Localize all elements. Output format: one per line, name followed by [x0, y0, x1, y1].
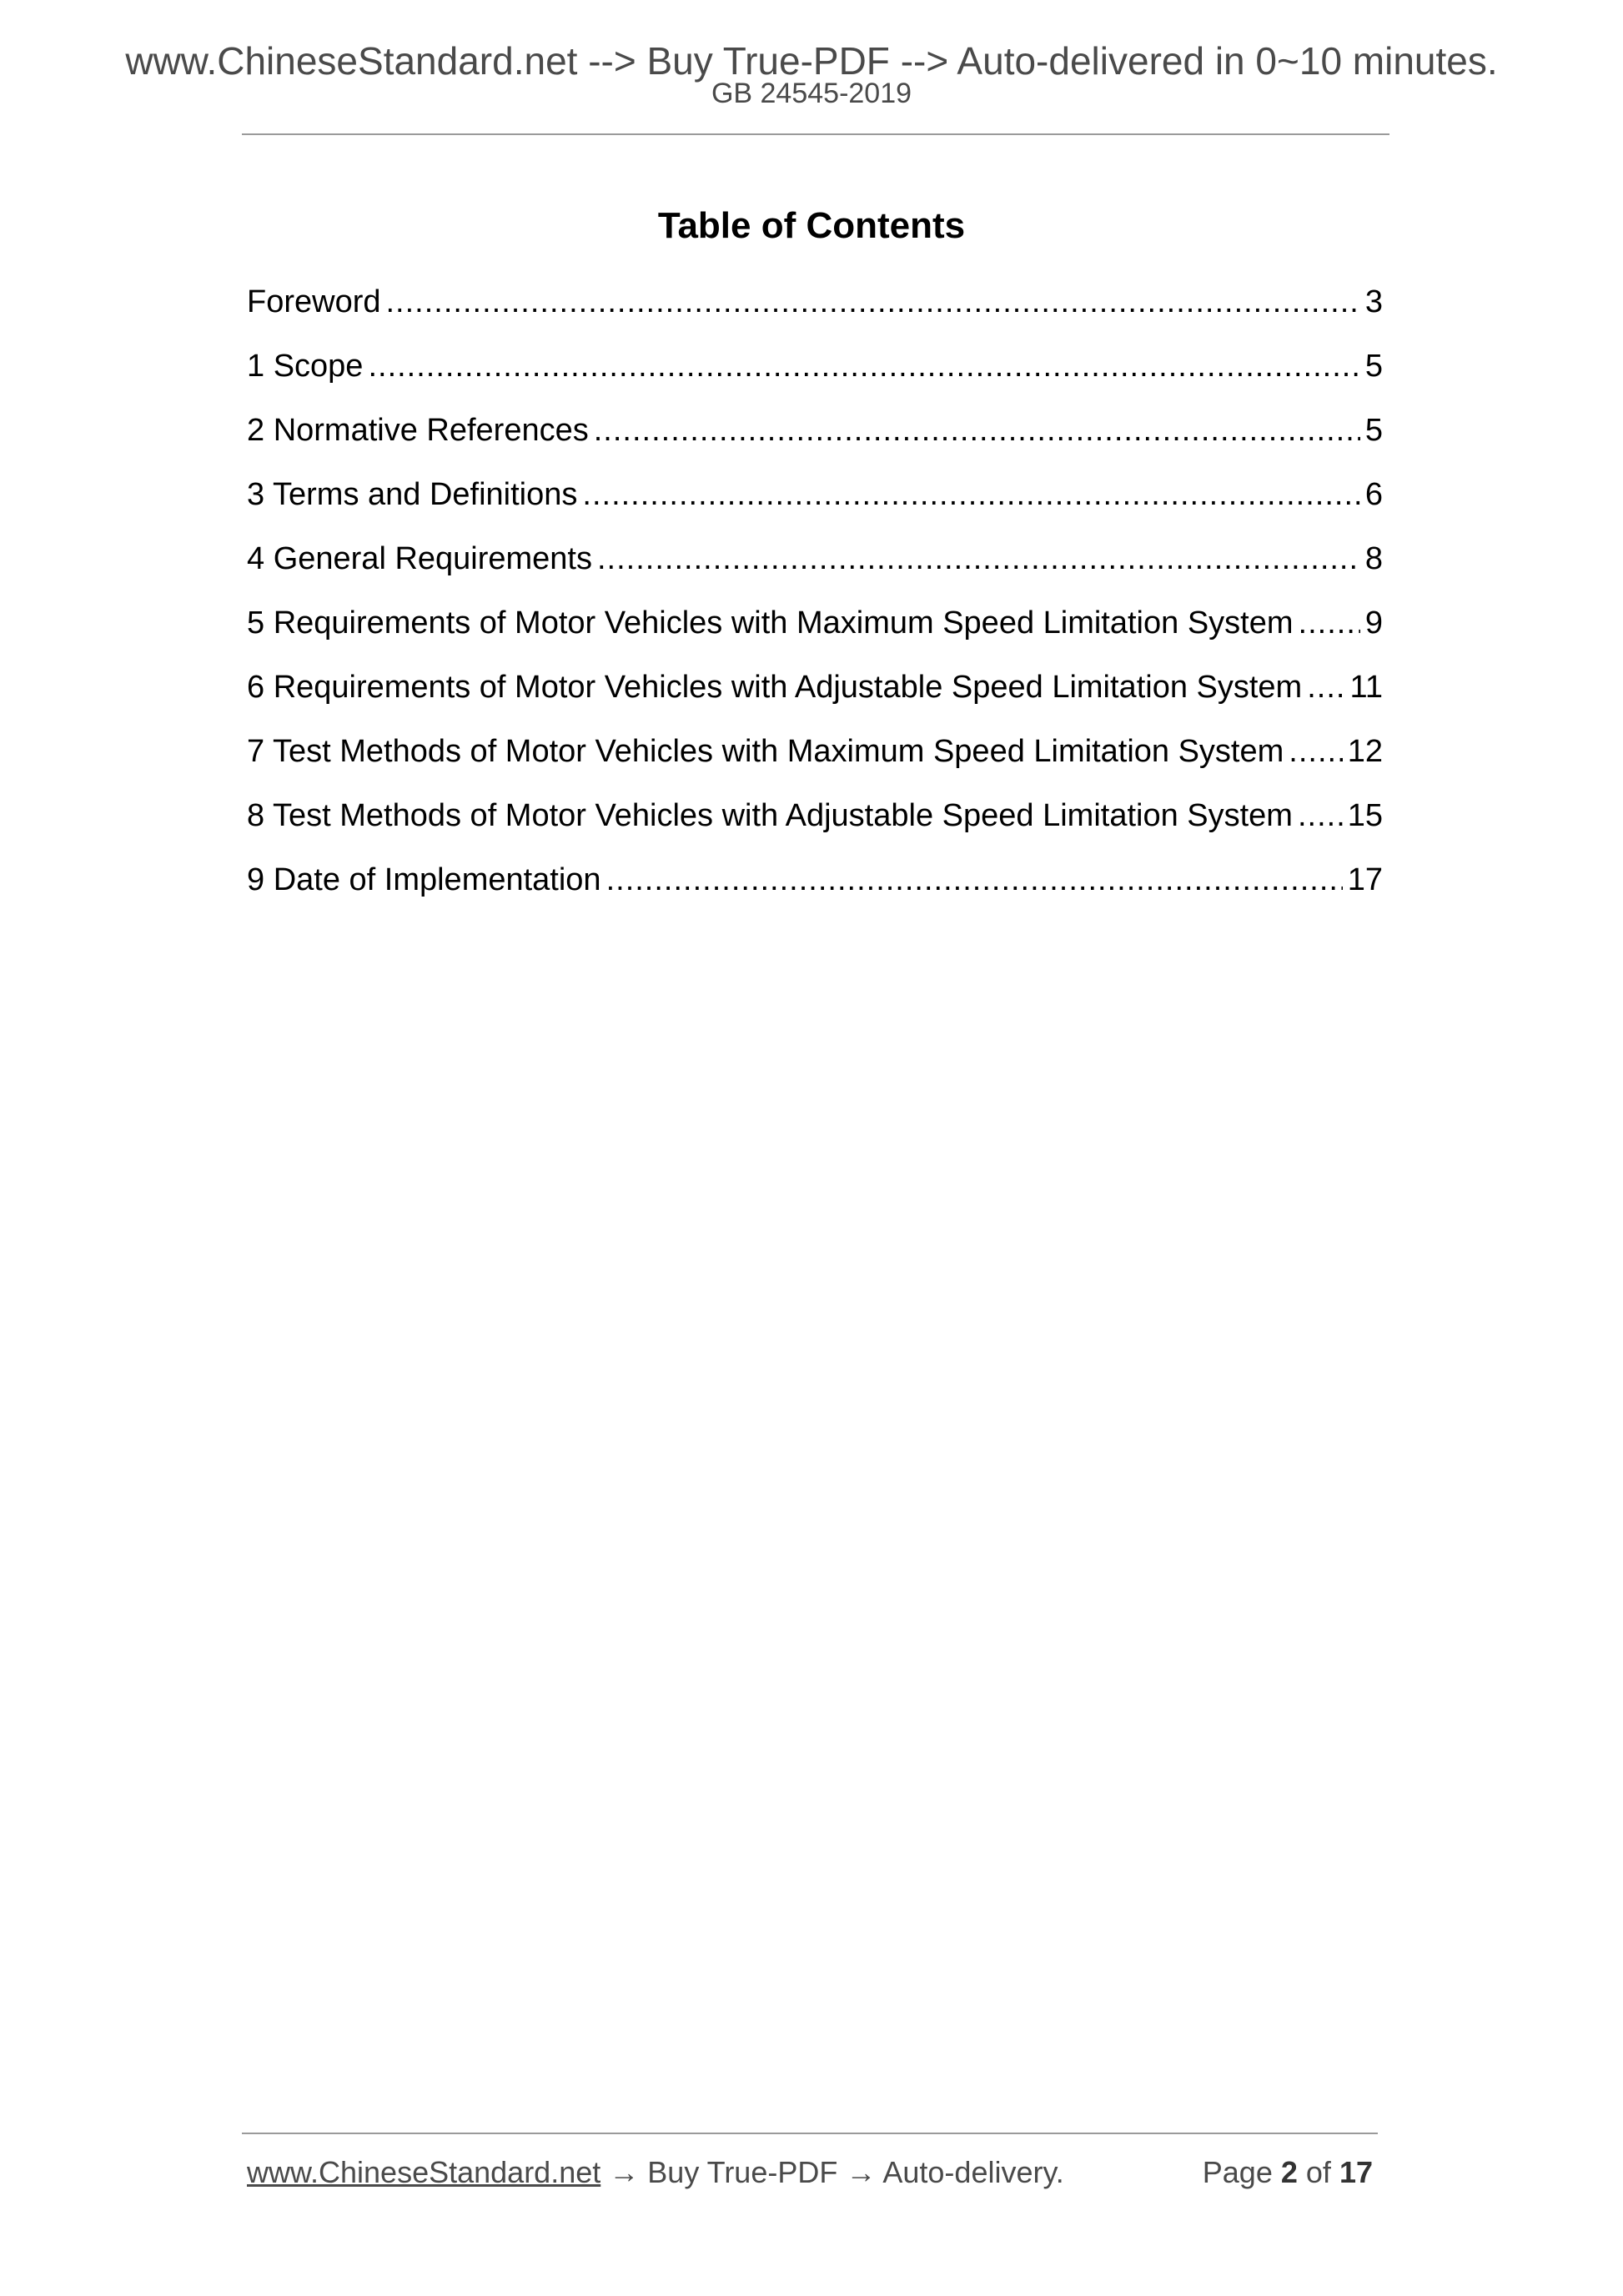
toc-entry-label: 3 Terms and Definitions	[247, 477, 578, 512]
page-number	[1203, 2154, 1373, 2191]
footer-website-link[interactable]: www.ChineseStandard.net	[247, 2155, 601, 2189]
toc-entry-foreword[interactable]	[247, 281, 1383, 345]
toc-entry-page: 3	[1364, 284, 1383, 319]
toc-entry-label: 4 General Requirements	[247, 541, 592, 576]
toc-entry-test-methods-adjustable-speed[interactable]	[247, 795, 1383, 859]
toc-entry-normative-references[interactable]	[247, 409, 1383, 474]
document-code: GB 24545-2019	[711, 78, 912, 109]
toc-entry-label: 9 Date of Implementation	[247, 862, 601, 897]
page-total: 17	[1339, 2155, 1373, 2189]
toc-dot-leader	[597, 538, 1360, 580]
toc-entry-scope[interactable]	[247, 345, 1383, 409]
toc-entry-label: 2 Normative References	[247, 413, 589, 448]
arrow-right-icon: →	[609, 2155, 640, 2189]
toc-dot-leader	[1298, 795, 1343, 837]
toc-entry-date-of-implementation[interactable]	[247, 859, 1383, 923]
toc-dot-leader	[368, 345, 1359, 387]
toc-title: Table of Contents	[657, 205, 966, 246]
header-divider	[242, 133, 1389, 135]
toc-entry-page: 5	[1364, 413, 1383, 448]
toc-entry-page: 12	[1347, 734, 1383, 769]
toc-entry-page: 8	[1364, 541, 1383, 576]
toc-entry-label: Foreword	[247, 284, 381, 319]
toc-entry-test-methods-maximum-speed[interactable]	[247, 731, 1383, 795]
toc-dot-leader	[582, 474, 1359, 515]
toc-dot-leader	[386, 281, 1360, 323]
toc-entry-label: 6 Requirements of Motor Vehicles with Adjustable Speed Limitation System	[247, 670, 1303, 705]
toc-entry-terms-and-definitions[interactable]	[247, 474, 1383, 538]
toc-entry-page: 15	[1347, 798, 1383, 833]
toc-entry-requirements-adjustable-speed[interactable]	[247, 666, 1383, 731]
toc-dot-leader	[1289, 731, 1342, 772]
footer-promo	[247, 2154, 1064, 2191]
page-word: Page	[1202, 2155, 1273, 2189]
toc-entry-label: 7 Test Methods of Motor Vehicles with Maximum Speed Limitation System	[247, 734, 1284, 769]
toc-entry-requirements-maximum-speed[interactable]	[247, 602, 1383, 666]
footer-auto-text: Auto-delivery.	[882, 2155, 1064, 2189]
toc-entry-general-requirements[interactable]	[247, 538, 1383, 602]
toc-entry-page: 5	[1364, 349, 1383, 384]
toc-entry-label: 1 Scope	[247, 349, 364, 384]
table-of-contents	[247, 281, 1383, 923]
toc-entry-page: 11	[1349, 670, 1383, 705]
footer-buy-text: Buy True-PDF	[647, 2155, 838, 2189]
toc-entry-label: 8 Test Methods of Motor Vehicles with Adjustable Speed Limitation System	[247, 798, 1293, 833]
page-current: 2	[1280, 2155, 1298, 2189]
toc-dot-leader	[1299, 602, 1360, 644]
of-word: of	[1305, 2155, 1331, 2189]
toc-dot-leader	[606, 859, 1343, 901]
toc-entry-page: 17	[1347, 862, 1383, 897]
toc-entry-page: 9	[1364, 605, 1383, 641]
footer-divider	[242, 2133, 1378, 2134]
toc-dot-leader	[1307, 666, 1344, 708]
toc-dot-leader	[594, 409, 1360, 451]
header-banner: www.ChineseStandard.net --> Buy True-PDF --> Auto-delivered in 0~10 minutes.	[125, 39, 1498, 83]
arrow-right-icon: →	[846, 2155, 877, 2189]
toc-entry-label: 5 Requirements of Motor Vehicles with Maximum Speed Limitation System	[247, 605, 1294, 641]
toc-entry-page: 6	[1364, 477, 1383, 512]
